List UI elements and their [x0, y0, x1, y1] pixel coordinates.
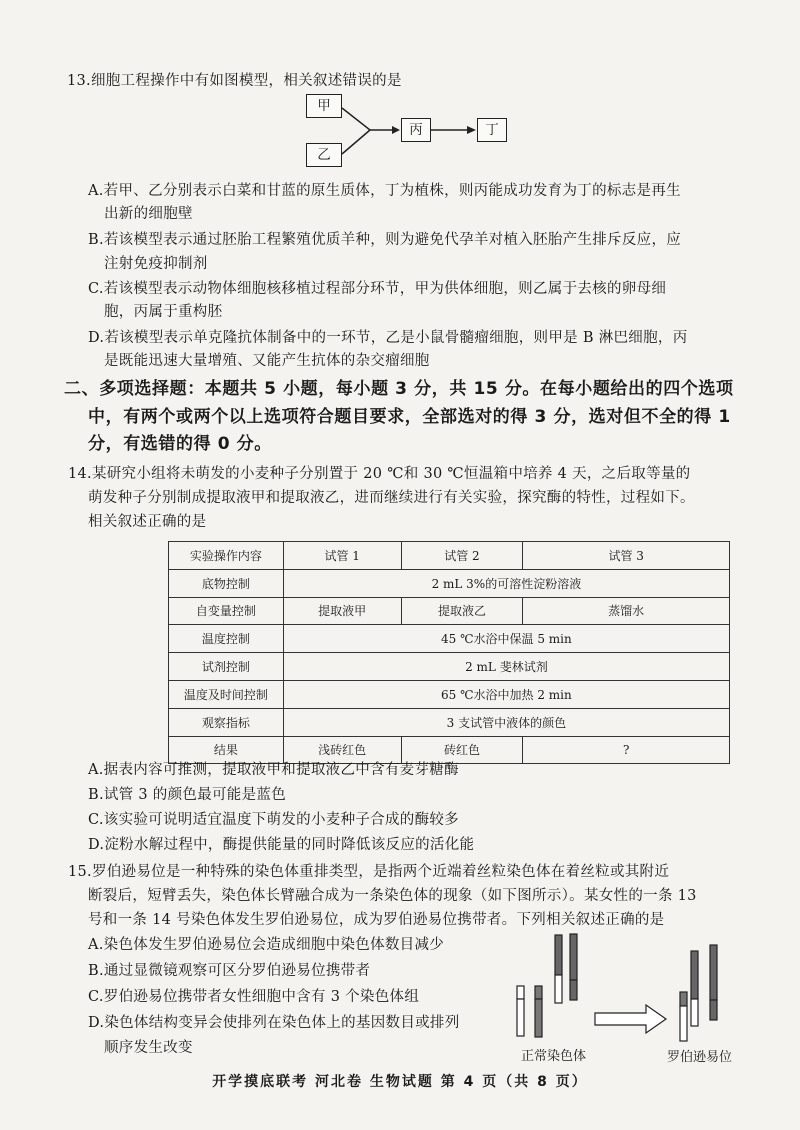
- box-jia: 甲: [306, 94, 342, 118]
- table-cell: 结果: [169, 736, 284, 764]
- chromosome-short-arm: [555, 935, 562, 975]
- q15-option-a: A.染色体发生罗伯逊易位会造成细胞中染色体数目减少: [88, 937, 445, 953]
- label-normal-chromosome: 正常染色体: [521, 1049, 587, 1064]
- table-cell: 自变量控制: [169, 597, 284, 625]
- q15-option-d-line1: D.染色体结构变异会使排列在染色体上的基因数目或排列: [88, 1015, 460, 1031]
- q13-stem: 13.细胞工程操作中有如图模型，相关叙述错误的是: [67, 73, 402, 89]
- q14-stem-line1: 14.某研究小组将未萌发的小麦种子分别置于 20 ℃和 30 ℃恒温箱中培养 4 天，之后取等量的: [68, 466, 691, 482]
- table-cell: 温度控制: [169, 625, 284, 653]
- page-footer: 开学摸底联考 河北卷 生物试题 第 4 页（共 8 页）: [212, 1074, 588, 1090]
- chromosome-long-arm: [555, 975, 562, 1003]
- chromosome-long-arm: [570, 980, 577, 1000]
- q14-stem-line2: 萌发种子分别制成提取液甲和提取液乙，进而继续进行有关实验，探究酶的特性，过程如下。: [88, 490, 695, 506]
- q15-option-b: B.通过显微镜观察可区分罗伯逊易位携带者: [88, 963, 371, 979]
- chromosome-long-arm: [535, 999, 542, 1037]
- q15-stem-line3: 号和一条 14 号染色体发生罗伯逊易位，成为罗伯逊易位携带者。下列相关叙述正确的是: [88, 912, 665, 928]
- q13-option-c-line2: 胞，丙属于重构胚: [104, 304, 223, 320]
- table-cell: 3 支试管中液体的颜色: [283, 708, 729, 736]
- transition-arrow-icon: [595, 1005, 666, 1033]
- table-cell: 试剂控制: [169, 653, 284, 681]
- table-cell: 底物控制: [169, 569, 284, 597]
- table-cell: 提取液甲: [283, 597, 401, 625]
- chromosome-short-arm: [710, 945, 717, 1000]
- chromosome-short-arm: [570, 934, 577, 980]
- chromosome-short-arm: [517, 986, 524, 999]
- chromosome-short-arm: [680, 992, 687, 1006]
- q13-option-d-line2: 是既能迅速大量增殖、又能产生抗体的杂交瘤细胞: [104, 353, 430, 369]
- table-cell: 观察指标: [169, 708, 284, 736]
- chromosome-short-arm: [535, 986, 542, 999]
- q13-option-b-line1: B.若该模型表示通过胚胎工程繁殖优质羊种，则为避免代孕羊对植入胚胎产生排斥反应，应: [88, 232, 682, 248]
- q15-option-c: C.罗伯逊易位携带者女性细胞中含有 3 个染色体组: [88, 989, 420, 1005]
- table-cell: ?: [523, 736, 730, 764]
- section2-line3: 分，有选错的得 0 分。: [88, 434, 272, 454]
- q13-option-d-line1: D.若该模型表示单克隆抗体制备中的一环节，乙是小鼠骨髓瘤细胞，则甲是 B 淋巴细胞，丙: [88, 330, 688, 346]
- box-bing: 丙: [401, 118, 431, 142]
- table-cell: 温度及时间控制: [169, 680, 284, 708]
- table-cell: 实验操作内容: [169, 542, 284, 570]
- table-cell: 65 ℃水浴中加热 2 min: [283, 680, 729, 708]
- chromosome-long-arm: [517, 999, 524, 1036]
- q13-option-b-line2: 注射免疫抑制剂: [104, 256, 208, 272]
- box-yi: 乙: [306, 143, 342, 167]
- translocated-chromosomes: [680, 945, 717, 1041]
- table-cell: 浅砖红色: [283, 736, 401, 764]
- q15-stem-line2: 断裂后，短臂丢失，染色体长臂融合成为一条染色体的现象（如下图所示）。某女性的一条 13: [88, 888, 697, 904]
- chromosome-long-arm: [680, 1006, 687, 1041]
- q14-option-d: D.淀粉水解过程中，酶提供能量的同时降低该反应的活化能: [88, 837, 475, 853]
- box-ding: 丁: [477, 118, 507, 142]
- q14-option-b: B.试管 3 的颜色最可能是蓝色: [88, 787, 287, 803]
- section2-line1: 二、多项选择题：本题共 5 小题，每小题 3 分，共 15 分。在每小题给出的四个选项: [64, 379, 734, 399]
- q13-option-a-line1: A.若甲、乙分别表示白菜和甘蓝的原生质体，丁为植株，则丙能成功发育为丁的标志是再生: [88, 183, 681, 199]
- label-robertsonian-translocation: 罗伯逊易位: [667, 1050, 733, 1065]
- table-cell: 提取液乙: [401, 597, 523, 625]
- q13-option-a-line2: 出新的细胞壁: [104, 206, 193, 222]
- table-cell: 砖红色: [401, 736, 523, 764]
- table-cell: 试管 1: [283, 542, 401, 570]
- q15-stem-line1: 15.罗伯逊易位是一种特殊的染色体重排类型，是指两个近端着丝粒染色体在着丝粒或其附近: [68, 864, 670, 880]
- normal-chromosomes: [517, 934, 577, 1037]
- table-cell: 45 ℃水浴中保温 5 min: [283, 625, 729, 653]
- table-cell: 试管 2: [401, 542, 523, 570]
- table-cell: 2 mL 3%的可溶性淀粉溶液: [283, 569, 729, 597]
- table-cell: 2 mL 斐林试剂: [283, 653, 729, 681]
- table-cell: 试管 3: [523, 542, 730, 570]
- q15-option-d-line2: 顺序发生改变: [104, 1040, 193, 1056]
- table-cell: 蒸馏水: [523, 597, 730, 625]
- q14-option-a: A.据表内容可推测，提取液甲和提取液乙中含有麦芽糖酶: [88, 762, 459, 778]
- chromosome-long-arm: [691, 999, 698, 1026]
- chromosome-long-arm: [710, 1000, 717, 1020]
- section2-line2: 中，有两个或两个以上选项符合题目要求，全部选对的得 3 分，选对但不全的得 1: [88, 407, 731, 427]
- q13-option-c-line1: C.若该模型表示动物体细胞核移植过程部分环节，甲为供体细胞，则乙属于去核的卵母细: [88, 281, 667, 297]
- q14-option-c: C.该实验可说明适宜温度下萌发的小麦种子合成的酶较多: [88, 812, 459, 828]
- q14-stem-line3: 相关叙述正确的是: [88, 514, 207, 530]
- chromosome-short-arm: [691, 951, 698, 999]
